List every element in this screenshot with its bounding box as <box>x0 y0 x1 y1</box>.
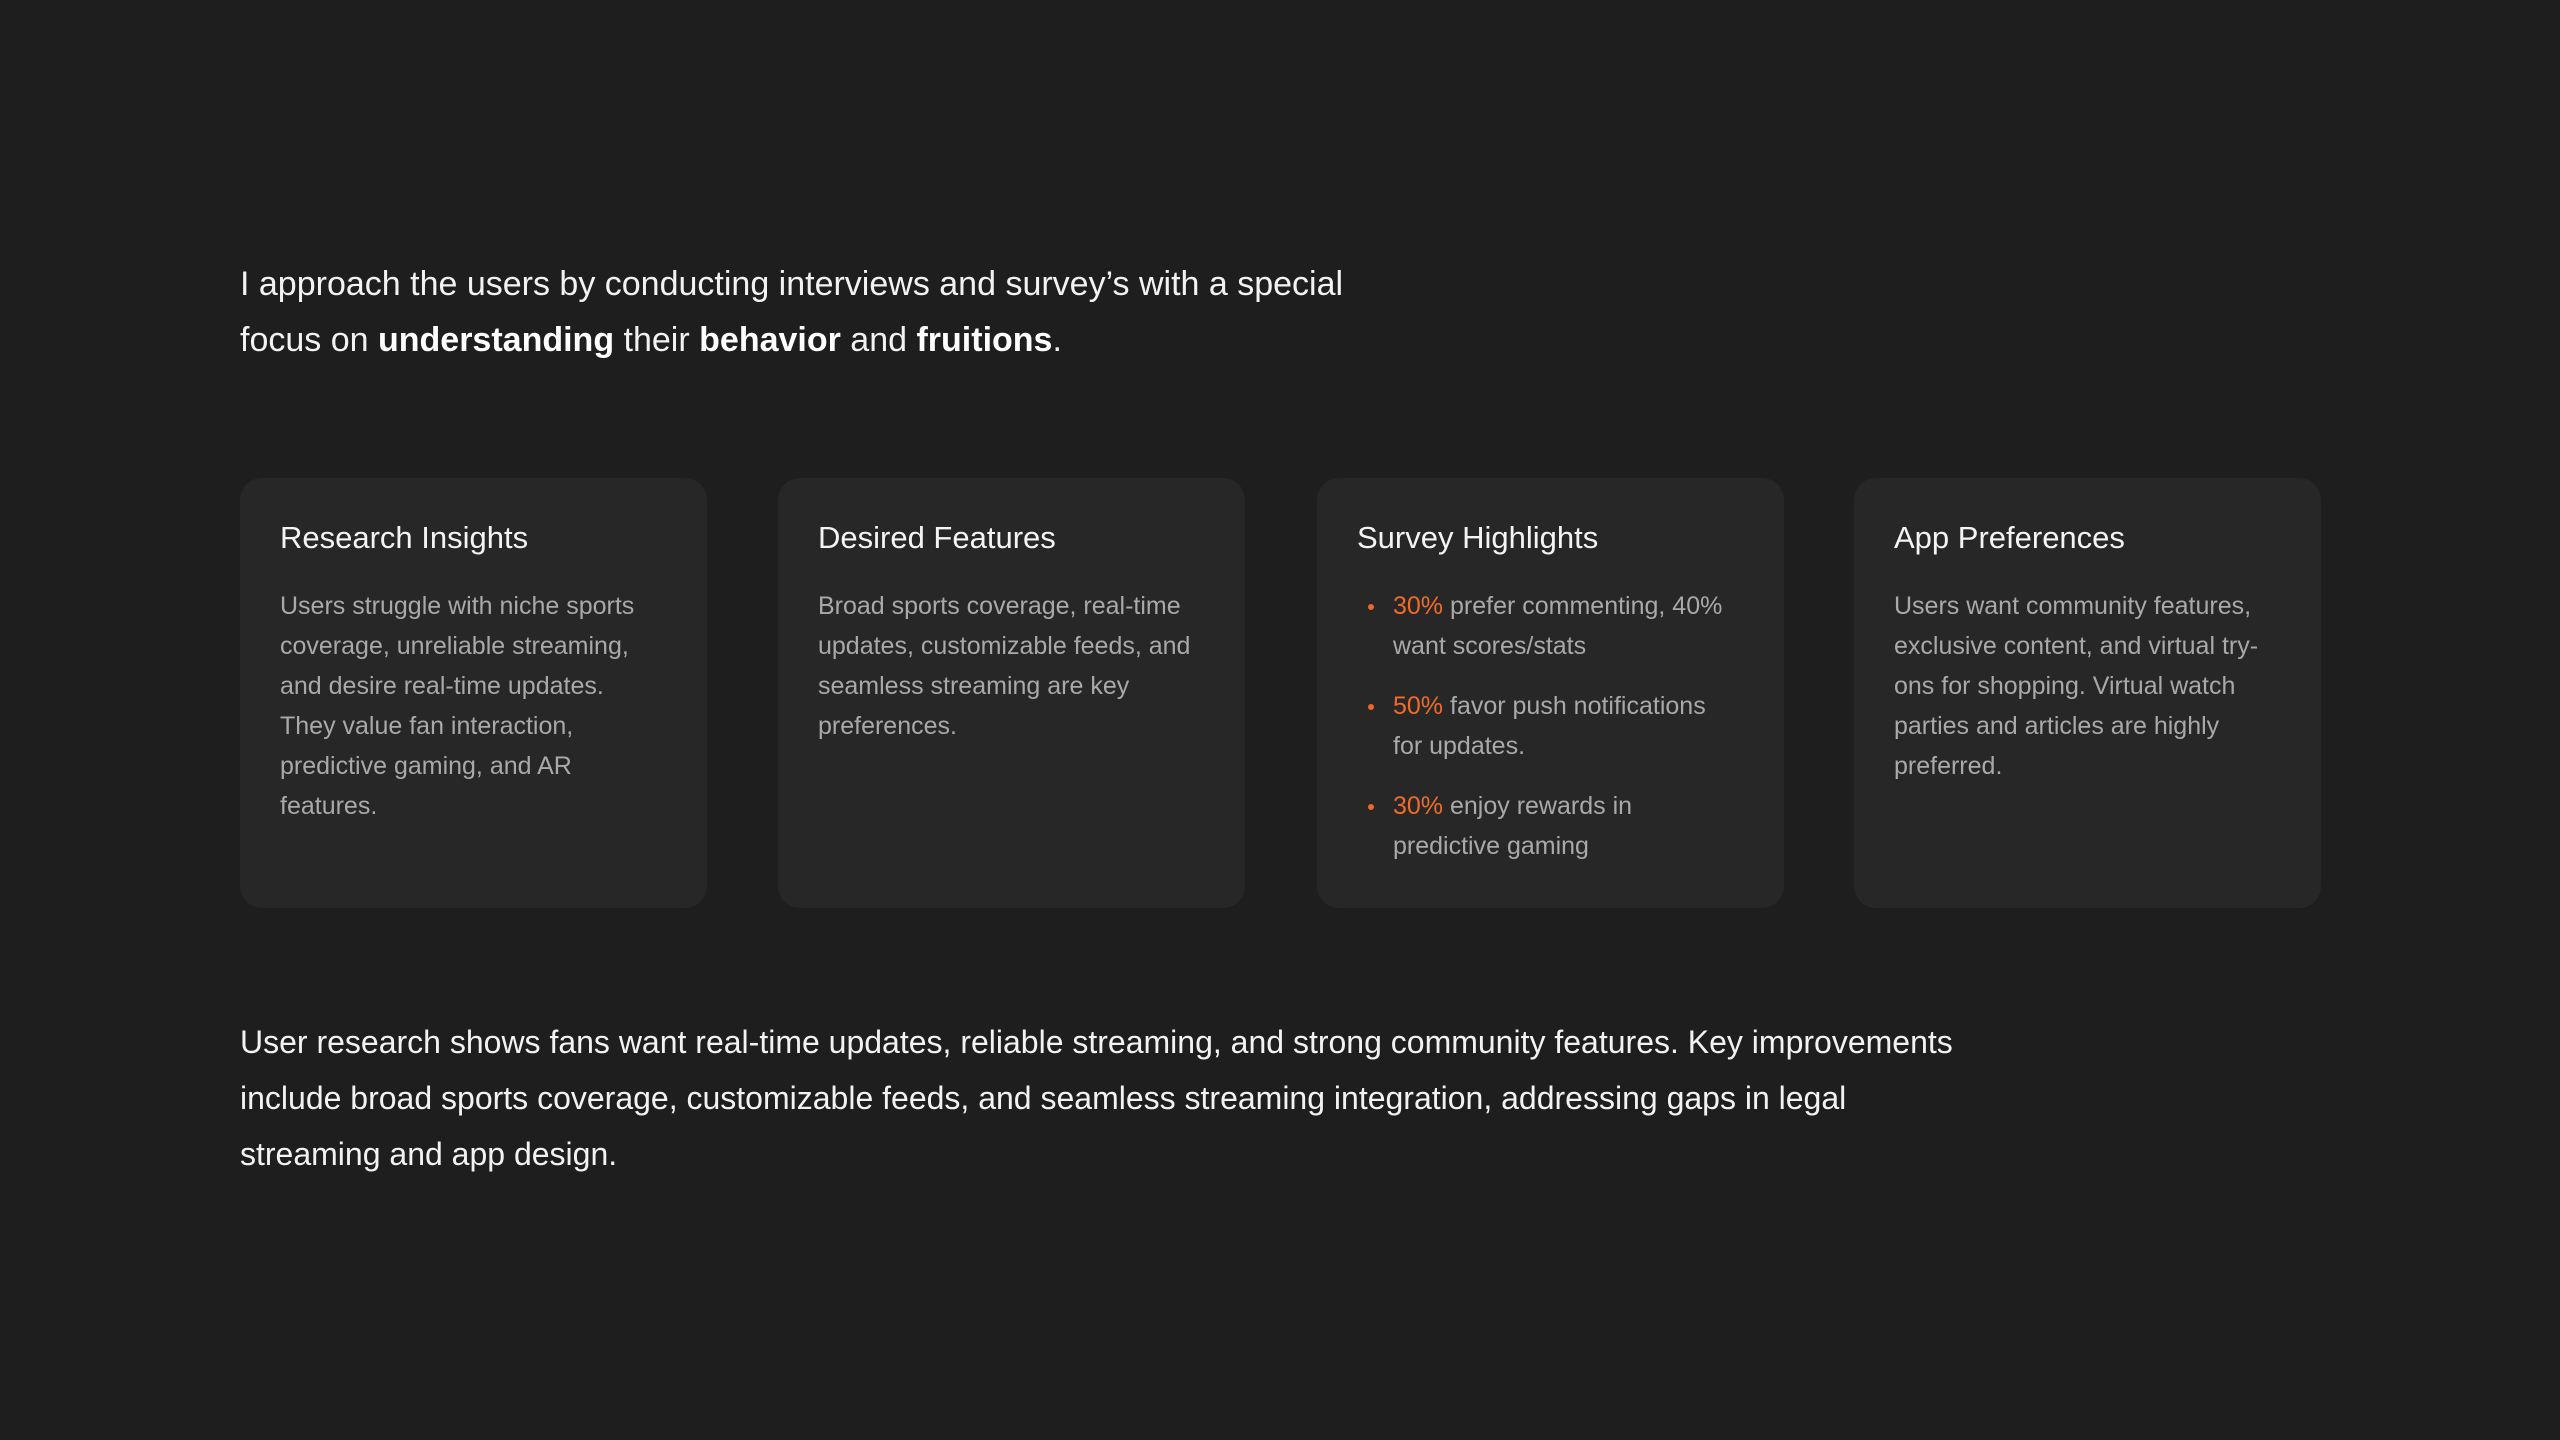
card-research-insights <box>240 478 707 908</box>
intro-text-end: . <box>1052 321 1062 359</box>
intro-emphasis-behavior: behavior <box>699 321 841 359</box>
intro-connector: their <box>614 321 700 359</box>
card-title: App Preferences <box>1894 520 2125 555</box>
list-item <box>1393 786 1744 866</box>
card-app-preferences <box>1854 478 2321 908</box>
survey-stat: 50% <box>1393 692 1444 720</box>
bullet-dot-icon <box>1368 804 1374 810</box>
survey-stat: 30% <box>1393 792 1444 820</box>
bullet-dot-icon <box>1368 704 1374 710</box>
survey-text: favor push notifications for updates. <box>1393 692 1706 760</box>
intro-paragraph <box>240 256 1360 368</box>
list-item <box>1393 686 1744 766</box>
list-item <box>1393 586 1744 666</box>
card-body: Broad sports coverage, real-time updates, customizable feeds, and seamless streaming are key preferences. <box>818 592 1191 740</box>
card-title: Survey Highlights <box>1357 520 1599 555</box>
intro-emphasis-fruitions: fruitions <box>916 321 1053 359</box>
card-body: Users struggle with niche sports coverage, unreliable streaming, and desire real-time updates. They value fan interaction, predictive gaming, and AR features. <box>280 592 635 820</box>
card-title: Desired Features <box>818 520 1056 555</box>
survey-text: prefer commenting, 40% want scores/stats <box>1393 592 1723 660</box>
intro-connector: and <box>840 321 917 359</box>
survey-stat: 30% <box>1393 592 1444 620</box>
survey-text: enjoy rewards in predictive gaming <box>1393 792 1633 860</box>
intro-text-start: I approach the users by conducting interviews and survey’s with a special focus on <box>240 265 1344 359</box>
card-desired-features <box>778 478 1245 908</box>
intro-emphasis-understanding: understanding <box>377 321 615 359</box>
insight-cards <box>240 478 2321 908</box>
card-survey-highlights <box>1317 478 1784 908</box>
summary-paragraph: User research shows fans want real-time updates, reliable streaming, and strong community features. Key improvements include broad sports coverage, customizable feeds, and seamless streaming integration, addressing gaps in legal streaming and app design. <box>240 1024 1953 1172</box>
bullet-dot-icon <box>1368 604 1374 610</box>
card-body: Users want community features, exclusive content, and virtual try-ons for shopping. Virtual watch parties and articles are highly preferred. <box>1894 592 2259 780</box>
survey-list <box>1357 586 1744 866</box>
card-title: Research Insights <box>280 520 529 555</box>
